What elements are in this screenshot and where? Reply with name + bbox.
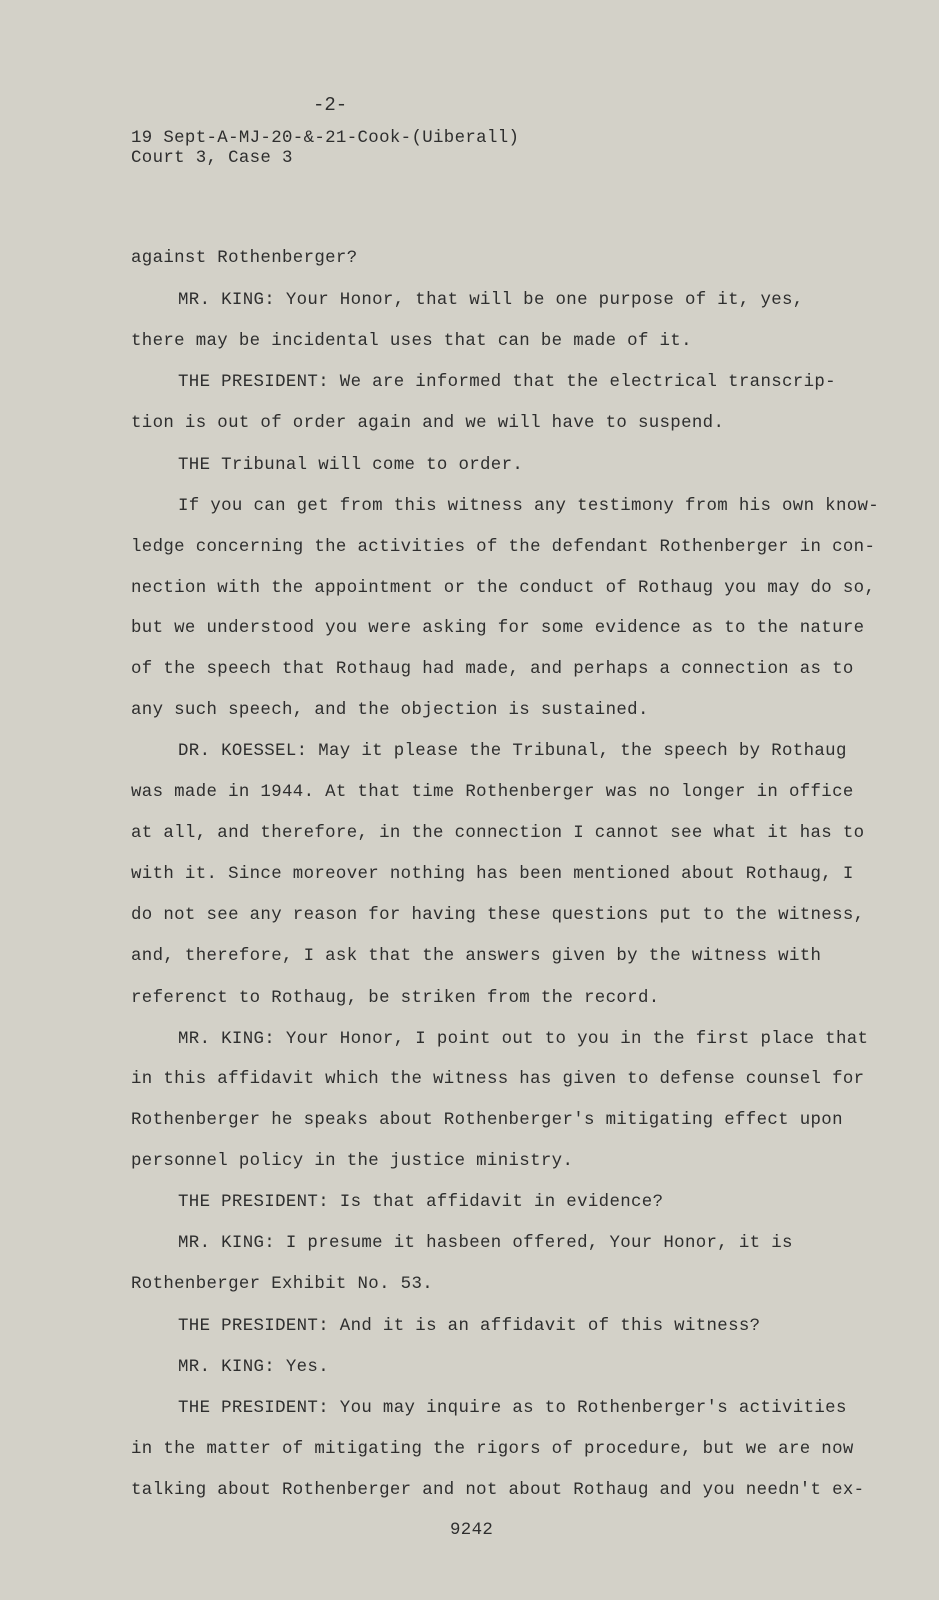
body-line: at all, and therefore, in the connection I cannot see what it has to (131, 824, 865, 843)
body-line: personnel policy in the justice ministry. (131, 1152, 574, 1171)
body-line: THE PRESIDENT: You may inquire as to Rothenberger's activities (178, 1399, 847, 1418)
body-line: MR. KING: Your Honor, that will be one purpose of it, yes, (178, 291, 804, 310)
page-mark: -2- (313, 94, 348, 116)
body-line: talking about Rothenberger and not about Rothaug and you needn't ex- (131, 1481, 865, 1500)
body-line: MR. KING: I presume it hasbeen offered, Your Honor, it is (178, 1234, 793, 1253)
body-line: If you can get from this witness any testimony from his own know- (178, 497, 880, 516)
body-line: nection with the appointment or the conduct of Rothaug you may do so, (131, 579, 876, 598)
body-line: with it. Since moreover nothing has been mentioned about Rothaug, I (131, 865, 854, 884)
body-line: was made in 1944. At that time Rothenberger was no longer in office (131, 783, 854, 802)
body-line: THE PRESIDENT: Is that affidavit in evidence? (178, 1193, 664, 1212)
body-line: in the matter of mitigating the rigors of procedure, but we are now (131, 1440, 854, 1459)
body-line: do not see any reason for having these questions put to the witness, (131, 906, 865, 925)
body-line: there may be incidental uses that can be made of it. (131, 332, 692, 351)
court-line: Court 3, Case 3 (131, 149, 293, 168)
body-line: in this affidavit which the witness has given to defense counsel for (131, 1070, 865, 1089)
body-line: any such speech, and the objection is sustained. (131, 701, 649, 720)
body-line: THE PRESIDENT: We are informed that the electrical transcrip- (178, 373, 836, 392)
body-line: and, therefore, I ask that the answers given by the witness with (131, 947, 822, 966)
body-line: Rothenberger he speaks about Rothenberger's mitigating effect upon (131, 1111, 843, 1130)
body-line: THE PRESIDENT: And it is an affidavit of this witness? (178, 1317, 761, 1336)
page-number: 9242 (450, 1521, 494, 1540)
body-line: tion is out of order again and we will have to suspend. (131, 414, 725, 433)
body-line: THE Tribunal will come to order. (178, 456, 524, 475)
body-line: Rothenberger Exhibit No. 53. (131, 1275, 434, 1294)
body-line: against Rothenberger? (131, 249, 358, 268)
body-line: DR. KOESSEL: May it please the Tribunal, the speech by Rothaug (178, 742, 847, 761)
body-line: of the speech that Rothaug had made, and perhaps a connection as to (131, 660, 854, 679)
body-line: referenct to Rothaug, be striken from the record. (131, 989, 660, 1008)
body-line: but we understood you were asking for some evidence as to the nature (131, 619, 865, 638)
body-line: MR. KING: Your Honor, I point out to you in the first place that (178, 1030, 869, 1049)
session-line: 19 Sept-A-MJ-20-&-21-Cook-(Uiberall) (131, 129, 520, 148)
body-line: ledge concerning the activities of the defendant Rothenberger in con- (131, 538, 876, 557)
body-line: MR. KING: Yes. (178, 1358, 330, 1377)
